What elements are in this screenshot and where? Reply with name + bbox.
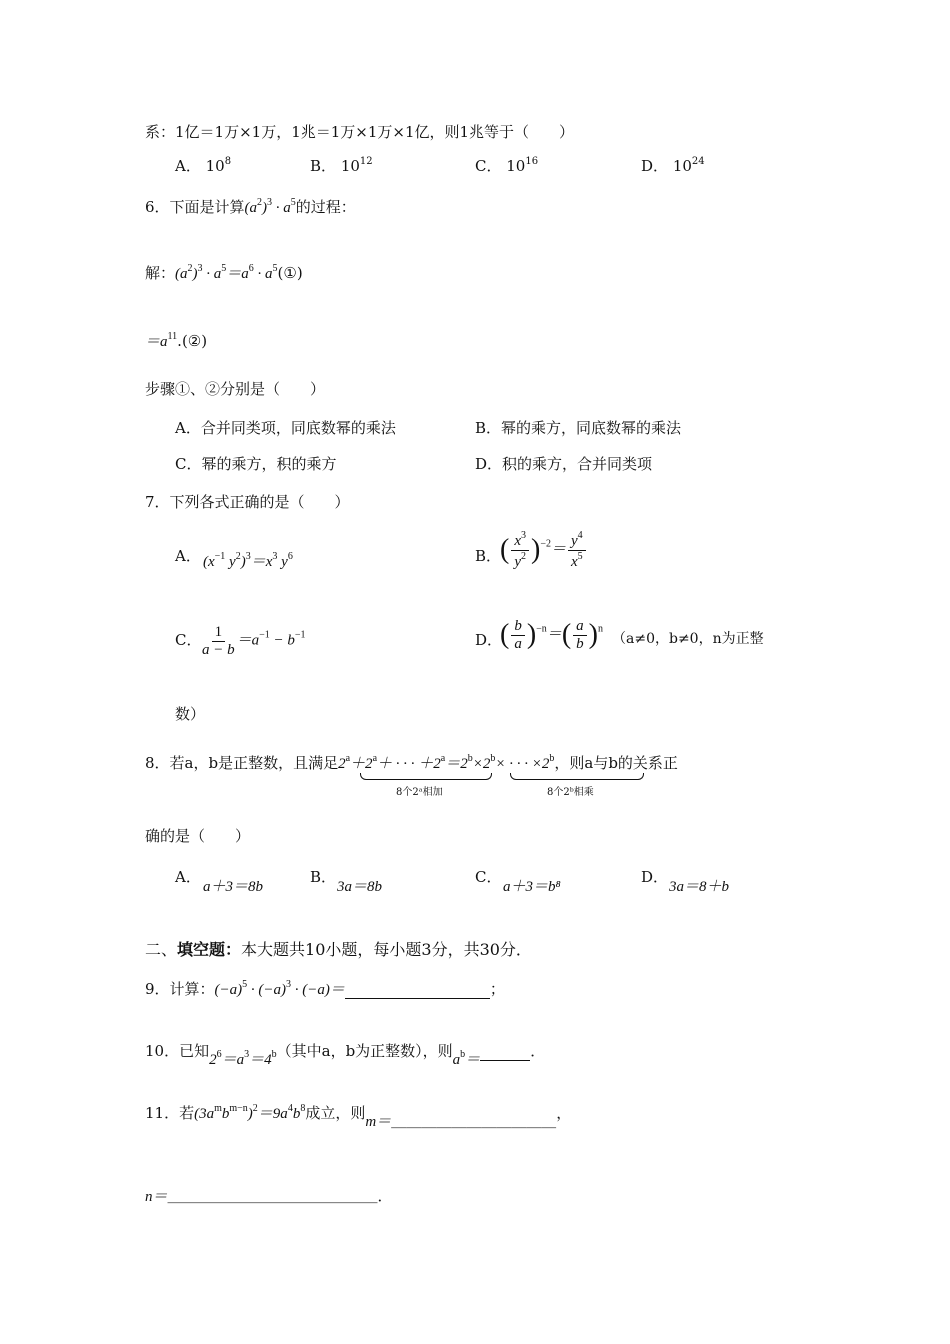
q7-option-c-letter: C．: [175, 631, 202, 649]
q9: 9．计算：$(-a)^5 \cdot (-a)^3 \cdot (-a)=$ ；: [145, 979, 505, 998]
q8-option-b-letter: B．: [310, 868, 337, 886]
q7-option-d-expr: ( $\frac{b}{a}$ )$^{-n}$＝( $\frac{a}{b}$ )$^n$: [500, 618, 603, 652]
q6-solution-line2: $=a^{11}.(②)$: [145, 331, 208, 350]
q11-m-blank[interactable]: ＿＿＿＿＿＿＿＿＿＿＿: [391, 1112, 557, 1130]
q11-expression: $(3a^mb^{m-n})^2=9a^4b^8$: [194, 1103, 306, 1122]
q9-answer-blank[interactable]: [345, 980, 490, 999]
q7-option-c-expr: $\frac{1}{a - b}$ $=a^{-1} - b^{-1}$: [202, 624, 306, 658]
q8-option-c-letter: C．: [475, 868, 502, 886]
q6-expression: $(a^2)^3 \cdot a^5$: [244, 197, 296, 216]
q8-option-d-expr: 3a＝8＋b: [669, 879, 730, 895]
q7-option-b-letter: B．: [475, 547, 502, 565]
q6-question: 步骤①、②分别是（ ）: [145, 380, 326, 398]
q7-stem: 7．下列各式正确的是（ ）: [145, 493, 350, 511]
q8-option-c-expr: a＋3＝b⁸: [503, 879, 561, 895]
q8-line2: 确的是（ ）: [145, 827, 251, 845]
q6-option-c: C．幂的乘方，积的乘方: [175, 455, 337, 473]
q11: 11．若$(3a^mb^{m-n})^2=9a^4b^8$成立，则m＝＿＿＿＿＿＿＿＿＿＿＿，: [145, 1103, 572, 1130]
q10-answer-blank[interactable]: [480, 1042, 530, 1061]
q7-option-a-expr: ($x^{-1}$ $y^2)^3=x^3$ $y^6$: [203, 551, 293, 570]
q7-option-a-letter: A．: [175, 547, 201, 565]
q8-brace-product: [510, 773, 644, 780]
q7-option-d-condition: （a≠0，b≠0，n为正整: [612, 631, 764, 647]
q10-expression: $2^6=a^3=4^b$: [209, 1049, 277, 1068]
q7-option-d-letter: D．: [475, 631, 503, 649]
q8-brace-sum: [360, 773, 492, 780]
q7-option-b-expr: ( $\frac{x^3}{y^2}$ )$^{-2}$＝ $\frac{y^4}{x^5}$: [500, 530, 588, 570]
q6-option-b: B．幂的乘方，同底数幂的乘法: [475, 419, 682, 437]
q8-brace-sum-label: 8个2ᵃ相加: [396, 787, 443, 798]
q5-option-c: C． $10^{16}$: [475, 156, 539, 175]
q6-solution-line1: 解：$(a^2)^3 \cdot a^5=a^6$ · $a^5(①)$: [145, 263, 303, 282]
q9-expression: $(-a)^5 \cdot (-a)^3 \cdot (-a)=$: [214, 979, 345, 998]
q5-option-d: D． $10^{24}$: [641, 156, 705, 175]
q11-line2: n＝＿＿＿＿＿＿＿＿＿＿＿＿＿＿．: [145, 1187, 393, 1205]
q8-option-a-letter: A．: [175, 868, 201, 886]
q11-n-blank[interactable]: ＿＿＿＿＿＿＿＿＿＿＿＿＿＿: [167, 1187, 378, 1205]
q5-option-b: B． $10^{12}$: [310, 156, 373, 175]
q6-option-a: A．合并同类项，同底数幂的乘法: [175, 419, 396, 437]
q8-stem: 8．若a，b是正整数，且满足$2^a+2^a+$ · · · $+2^a=2^b\times 2^b\times$ · · · $\times 2^b$，则a与b的关系正: [145, 753, 678, 772]
section2-header: 二、填空题：本大题共10小题，每小题3分，共30分．: [145, 940, 532, 959]
q6-stem: 6．下面是计算$(a^2)^3 \cdot a^5$的过程：: [145, 197, 356, 216]
q10: 10．已知$2^6=a^3=4^b$（其中a，b为正整数），则$a^b=$ ．: [145, 1042, 546, 1068]
q8-option-d-letter: D．: [641, 868, 669, 886]
q8-option-a-expr: a＋3＝8b: [203, 879, 264, 895]
q6-option-d: D．积的乘方，合并同类项: [475, 455, 653, 473]
q7-option-d-condition-tail: 数）: [175, 705, 206, 723]
q5-option-a: A． $10^8$: [175, 156, 232, 175]
q8-equation: $2^a+2^a+$ · · · $+2^a=2^b\times 2^b\times$ · · · $\times 2^b$: [338, 753, 555, 772]
q5-stem: 系：1亿＝1万×1万，1兆＝1万×1万×1亿，则1兆等于（ ）: [145, 123, 575, 141]
q8-brace-product-label: 8个2ᵇ相乘: [547, 787, 594, 798]
q8-option-b-expr: 3a＝8b: [337, 879, 383, 895]
